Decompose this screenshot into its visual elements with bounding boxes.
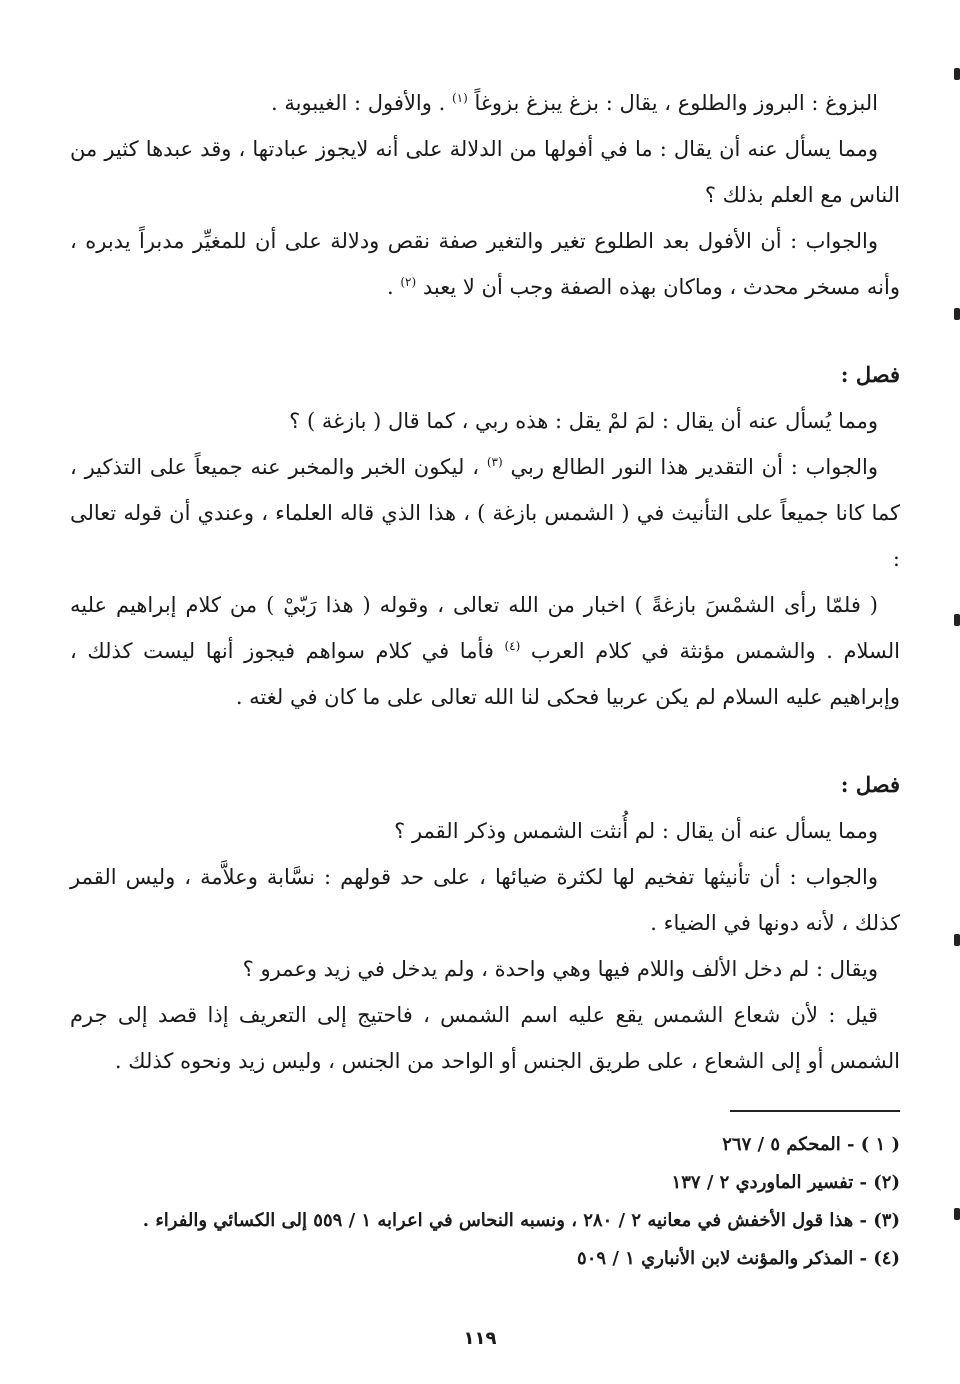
question-paragraph: ويقال : لم دخل الألف واللام فيها وهي واحدة ، ولم يدخل في زيد وعمرو ؟ [242, 957, 878, 981]
footnote-ref: (٣) [486, 455, 503, 469]
paragraph-text: والجواب : أن الأفول بعد الطلوع تغير والتغير صفة نقص ودلالة على أن للمغيِّر مدبراً يدبره ، وأنه مسخر محدث ، وماكان بهذه الصفة وجب أن لا يعبد [70, 229, 900, 299]
footnote: (٣) - هذا قول الأخفش في معانيه ٢ / ٢٨٠ ، ونسبه النحاس في اعرابه ١ / ٥٥٩ إلى الكسائي والفراء . [142, 1210, 900, 1231]
paragraph-text: ومما يسأل عنه أن يقال : ما في أفولها من الدلالة على أنه لايجوز عبادتها ، وقد عبدها كثير من الناس مع العلم بذلك ؟ [70, 137, 900, 207]
footnote-ref: (٢) [400, 275, 417, 289]
edge-mark [954, 614, 960, 626]
edge-mark [954, 934, 960, 946]
paragraph-text: ( فلمّا رأى الشمْسَ بازغةً ) اخبار من الله تعالى ، وقوله ( هذا رَبّيْ ) من كلام إبراهيم عليه السلام . والشمس مؤنثة في كلام العرب [70, 593, 900, 663]
paragraph-text: ، ليكون الخبر والمخبر عنه جميعاً على التذكير ، كما كانا جميعاً على التأنيث في ( الشمس بازغة ) ، هذا الذي قاله العلماء ، وعندي أن قوله تعالى : [70, 455, 900, 571]
footnote-divider [730, 1110, 900, 1112]
edge-mark [954, 68, 960, 80]
footnote: (٤) - المذكر والمؤنث لابن الأنباري ١ / ٥٠٩ [577, 1248, 900, 1269]
footnote: ( ١ ) - المحكم ٥ / ٢٦٧ [722, 1134, 900, 1155]
footnote-ref: (٤) [504, 639, 521, 653]
question-paragraph: ومما يسأل عنه أن يقال : لم أُنثت الشمس وذكر القمر ؟ [394, 819, 878, 843]
paragraph-text: والجواب : أن التقدير هذا النور الطالع ربي [510, 455, 878, 479]
paragraph [70, 80, 900, 126]
paragraph-text: . [386, 275, 394, 299]
answer-paragraph [70, 582, 900, 720]
answer-paragraph: قيل : لأن شعاع الشمس يقع عليه اسم الشمس ، فاحتيج إلى التعريف إذا قصد إلى جرم الشمس أو إلى الشعاع ، على طريق الجنس أو الواحد من الجنس ، وليس زيد ونحوه كذلك . [70, 1003, 900, 1073]
paragraph-text: فأما في كلام سواهم فيجوز أنها ليست كذلك ، وإبراهيم عليه السلام لم يكن عربيا فحكى لنا الله تعالى على ما كان في لغته . [70, 639, 900, 709]
section-heading: فصل : [840, 772, 900, 797]
footnote: (٢) - تفسير الماوردي ٢ / ١٣٧ [671, 1172, 900, 1193]
edge-mark [954, 1208, 960, 1220]
document-page [70, 80, 900, 1384]
answer-paragraph [70, 444, 900, 582]
page-number: ١١٩ [463, 1328, 497, 1349]
paragraph [70, 218, 900, 310]
edge-mark [954, 308, 960, 320]
section-heading: فصل : [840, 362, 900, 387]
footnote-ref: (١) [451, 91, 468, 105]
paragraph-text: . والأفول : الغيبوبة . [271, 91, 446, 115]
question-paragraph: ومما يُسأل عنه أن يقال : لمَ لمْ يقل : هذه ربي ، كما قال ( بازغة ) ؟ [289, 409, 878, 433]
paragraph [70, 126, 900, 218]
paragraph-text: البزوغ : البروز والطلوع ، يقال : بزغ يبزغ بزوغاً [474, 91, 878, 115]
answer-paragraph: والجواب : أن تأنيثها تفخيم لها لكثرة ضيائها ، على حد قولهم : نسَّابة وعلاَّمة ، وليس القمر كذلك ، لأنه دونها في الضياء . [70, 865, 900, 935]
